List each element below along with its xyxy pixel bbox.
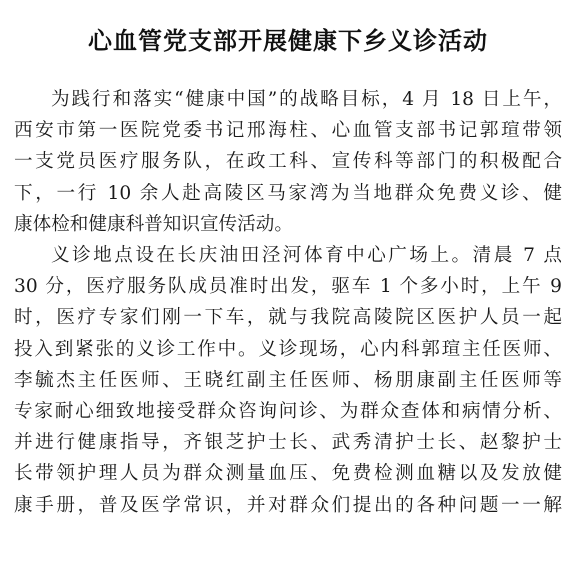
paragraph-1 bbox=[14, 84, 562, 240]
text-line: 下，一行 10 余人赴高陵区马家湾为当地群众免费义诊、健 bbox=[14, 182, 562, 204]
text-line: 并进行健康指导，齐银芝护士长、武秀清护士长、赵黎护士 bbox=[14, 432, 562, 454]
text-line: 30 分，医疗服务队成员准时出发，驱车 1 个多小时，上午 9 bbox=[14, 276, 562, 298]
text-line: 康体检和健康科普知识宣传活动。 bbox=[14, 213, 293, 235]
text-line: 投入到紧张的义诊工作中。义诊现场，心内科郭瑄主任医师、 bbox=[14, 338, 562, 360]
article-body bbox=[14, 84, 562, 521]
article-title: 心血管党支部开展健康下乡义诊活动 bbox=[88, 27, 488, 55]
text-line: 西安市第一医院党委书记邢海柱、心血管支部书记郭瑄带领 bbox=[14, 120, 562, 142]
text-line: 时，医疗专家们刚一下车，就与我院高陵院区医护人员一起 bbox=[14, 307, 562, 329]
text-line: 康手册，普及医学常识，并对群众们提出的各种问题一一解 bbox=[14, 494, 562, 516]
text-line: 为践行和落实“健康中国”的战略目标，4 月 18 日上午， bbox=[51, 89, 562, 110]
text-line: 义诊地点设在长庆油田泾河体育中心广场上。清晨 7 点 bbox=[51, 245, 562, 267]
paragraph-2 bbox=[14, 240, 562, 521]
text-line: 长带领护理人员为群众测量血压、免费检测血糖以及发放健 bbox=[14, 463, 562, 485]
text-line: 李毓杰主任医师、王晓红副主任医师、杨朋康副主任医师等 bbox=[14, 369, 562, 391]
text-line: 一支党员医疗服务队，在政工科、宣传科等部门的积极配合 bbox=[14, 151, 562, 173]
text-line: 专家耐心细致地接受群众咨询问诊、为群众查体和病情分析、 bbox=[14, 401, 562, 423]
